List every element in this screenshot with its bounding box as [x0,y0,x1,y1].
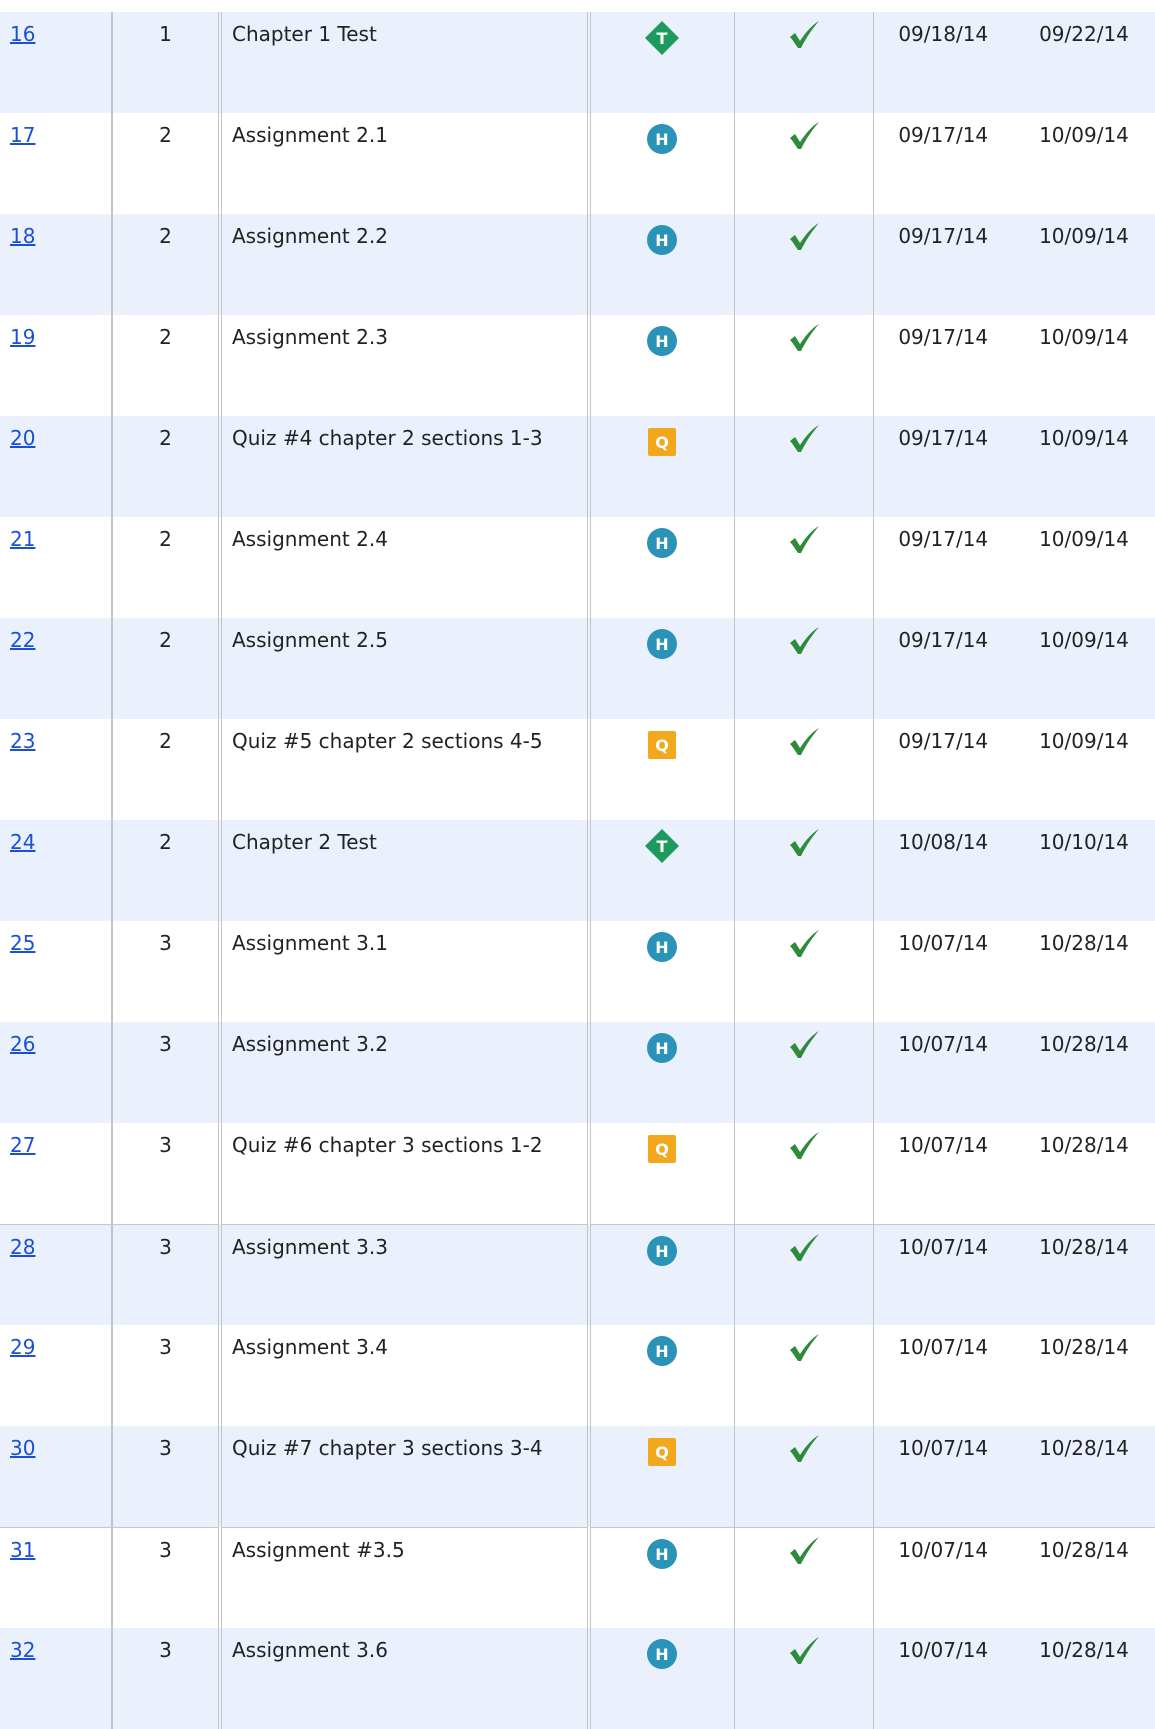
homework-circle-icon [644,626,680,670]
assignment-type-cell [589,1224,734,1325]
type-letter: T [656,29,668,48]
start-date: 10/07/14 [873,921,1013,1022]
checkmark-icon [787,839,821,863]
assignment-number-link[interactable]: 17 [10,123,36,147]
chapter-cell: 2 [112,214,220,315]
assignment-number-link[interactable]: 32 [10,1638,36,1662]
type-letter: H [655,130,669,149]
chapter-cell: 3 [112,1325,220,1426]
checkmark-icon [787,31,821,55]
due-date: 10/09/14 [1013,113,1155,214]
assignment-type-cell [589,416,734,517]
type-letter: H [655,231,669,250]
assignment-type-cell [589,113,734,214]
type-letter: H [655,1241,669,1261]
checkmark-icon [787,233,821,257]
assignment-row [0,820,1155,921]
quiz-square-icon [644,1131,680,1175]
status-cell [734,315,873,416]
quiz-square-icon [644,424,680,468]
assignment-number-cell [0,315,112,416]
assignment-number-link[interactable]: 26 [10,1032,36,1056]
assignment-type-cell [589,315,734,416]
assignment-row [0,113,1155,214]
assignment-number-cell [0,1527,112,1628]
type-letter: Q [655,736,670,755]
checkmark-icon [787,1647,821,1671]
assignment-row [0,416,1155,517]
chapter-cell: 3 [112,921,220,1022]
type-letter: H [655,534,669,553]
assignment-number-cell [0,214,112,315]
checkmark-icon [787,1041,821,1065]
due-date: 10/09/14 [1013,618,1155,719]
checkmark-icon [787,1142,821,1166]
assignment-type-cell [589,1426,734,1527]
assignment-number-link[interactable]: 19 [10,325,36,349]
due-date: 10/09/14 [1013,517,1155,618]
checkmark-icon [787,334,821,358]
assignment-name: Assignment 2.4 [220,517,589,618]
status-cell [734,1426,873,1527]
due-date: 10/09/14 [1013,315,1155,416]
assignment-number-cell [0,1628,112,1729]
assignment-number-cell [0,1123,112,1224]
start-date: 10/07/14 [873,1527,1013,1628]
status-cell [734,1325,873,1426]
assignment-number-link[interactable]: 29 [10,1335,36,1359]
status-cell [734,12,873,113]
chapter-cell: 3 [112,1123,220,1224]
assignment-name: Quiz #4 chapter 2 sections 1-3 [220,416,589,517]
homework-circle-icon [644,121,680,165]
type-letter: Q [655,433,670,452]
homework-circle-icon [644,1536,680,1580]
assignment-row [0,1628,1155,1729]
assignment-name: Assignment 2.5 [220,618,589,719]
due-date: 10/28/14 [1013,1224,1155,1325]
start-date: 10/07/14 [873,1022,1013,1123]
due-date: 10/10/14 [1013,820,1155,921]
due-date: 10/09/14 [1013,214,1155,315]
checkmark-icon [787,435,821,459]
chapter-cell: 2 [112,315,220,416]
assignment-number-cell [0,1426,112,1527]
assignment-type-cell [589,618,734,719]
start-date: 09/17/14 [873,517,1013,618]
assignment-type-cell [589,214,734,315]
assignment-number-link[interactable]: 27 [10,1133,36,1157]
status-cell [734,1527,873,1628]
chapter-cell: 3 [112,1224,220,1325]
due-date: 10/28/14 [1013,1325,1155,1426]
assignment-number-cell [0,719,112,820]
status-cell [734,618,873,719]
assignment-name: Assignment 3.2 [220,1022,589,1123]
chapter-cell: 3 [112,1022,220,1123]
start-date: 10/07/14 [873,1224,1013,1325]
status-cell [734,820,873,921]
chapter-cell: 2 [112,416,220,517]
assignment-name: Quiz #5 chapter 2 sections 4-5 [220,719,589,820]
assignment-number-link[interactable]: 25 [10,931,36,955]
assignment-number-link[interactable]: 24 [10,830,36,854]
assignment-name: Chapter 2 Test [220,820,589,921]
assignment-number-cell [0,113,112,214]
assignment-row [0,1527,1155,1628]
checkmark-icon [787,132,821,156]
start-date: 09/17/14 [873,416,1013,517]
status-cell [734,1123,873,1224]
due-date: 10/28/14 [1013,921,1155,1022]
type-letter: H [655,1645,669,1664]
start-date: 09/17/14 [873,315,1013,416]
chapter-cell: 3 [112,1426,220,1527]
type-letter: H [655,332,669,351]
assignment-name: Assignment 2.2 [220,214,589,315]
quiz-square-icon [644,727,680,771]
checkmark-icon [787,1445,821,1469]
start-date: 10/07/14 [873,1325,1013,1426]
homework-circle-icon [644,1333,680,1377]
quiz-square-icon [644,1434,680,1478]
assignment-number-cell [0,820,112,921]
assignment-type-cell [589,1123,734,1224]
assignment-type-cell [589,12,734,113]
assignment-number-cell [0,921,112,1022]
status-cell [734,416,873,517]
assignment-row [0,1224,1155,1325]
assignment-table [0,12,1155,1729]
checkmark-icon [787,1344,821,1368]
assignment-number-link[interactable]: 30 [10,1436,36,1460]
assignment-number-cell [0,12,112,113]
assignment-number-cell [0,1224,112,1325]
homework-circle-icon [644,525,680,569]
due-date: 09/22/14 [1013,12,1155,113]
chapter-cell: 2 [112,113,220,214]
assignment-number-link[interactable]: 31 [10,1537,36,1562]
checkmark-icon [787,738,821,762]
assignment-name: Assignment 3.1 [220,921,589,1022]
due-date: 10/28/14 [1013,1022,1155,1123]
start-date: 10/08/14 [873,820,1013,921]
assignment-name: Assignment 2.1 [220,113,589,214]
chapter-cell: 3 [112,1628,220,1729]
start-date: 09/18/14 [873,12,1013,113]
assignment-list [0,12,1155,1729]
chapter-cell: 1 [112,12,220,113]
type-letter: H [655,1039,669,1058]
start-date: 09/17/14 [873,214,1013,315]
homework-circle-icon [644,323,680,367]
status-cell [734,1628,873,1729]
assignment-row [0,214,1155,315]
assignment-name: Assignment 3.3 [220,1224,589,1325]
assignment-type-cell [589,517,734,618]
assignment-number-link[interactable]: 23 [10,729,36,753]
assignment-number-cell [0,416,112,517]
checkmark-icon [787,1244,821,1268]
start-date: 10/07/14 [873,1123,1013,1224]
assignment-number-cell [0,1022,112,1123]
start-date: 09/17/14 [873,618,1013,719]
type-letter: H [655,1544,669,1564]
assignment-number-link[interactable]: 28 [10,1234,36,1259]
checkmark-icon [787,637,821,661]
test-diamond-icon [644,828,680,872]
status-cell [734,1022,873,1123]
type-letter: H [655,635,669,654]
start-date: 10/07/14 [873,1628,1013,1729]
assignment-name: Assignment 2.3 [220,315,589,416]
homework-circle-icon [644,1636,680,1680]
assignment-number-link[interactable]: 22 [10,628,36,652]
status-cell [734,214,873,315]
type-letter: Q [655,1140,670,1159]
homework-circle-icon [644,1233,680,1277]
assignment-type-cell [589,1527,734,1628]
due-date: 10/28/14 [1013,1123,1155,1224]
assignment-name: Assignment #3.5 [220,1527,589,1628]
assignment-row [0,12,1155,113]
assignment-number-cell [0,517,112,618]
assignment-number-link[interactable]: 21 [10,527,36,551]
status-cell [734,719,873,820]
assignment-row [0,618,1155,719]
assignment-row [0,1325,1155,1426]
assignment-row [0,719,1155,820]
type-letter: H [655,938,669,957]
status-cell [734,113,873,214]
assignment-name: Chapter 1 Test [220,12,589,113]
due-date: 10/28/14 [1013,1527,1155,1628]
assignment-number-link[interactable]: 16 [10,22,36,46]
due-date: 10/28/14 [1013,1628,1155,1729]
start-date: 10/07/14 [873,1426,1013,1527]
assignment-number-cell [0,1325,112,1426]
test-diamond-icon [644,20,680,64]
chapter-cell: 3 [112,1527,220,1628]
homework-circle-icon [644,1030,680,1074]
assignment-row [0,517,1155,618]
checkmark-icon [787,536,821,560]
assignment-type-cell [589,820,734,921]
checkmark-icon [787,1547,821,1571]
chapter-cell: 2 [112,517,220,618]
assignment-row [0,1123,1155,1224]
status-cell [734,1224,873,1325]
start-date: 09/17/14 [873,719,1013,820]
assignment-number-link[interactable]: 20 [10,426,36,450]
type-letter: T [656,837,668,856]
chapter-cell: 2 [112,618,220,719]
due-date: 10/09/14 [1013,416,1155,517]
homework-circle-icon [644,222,680,266]
assignment-row [0,921,1155,1022]
homework-circle-icon [644,929,680,973]
assignment-row [0,1426,1155,1527]
start-date: 09/17/14 [873,113,1013,214]
assignment-name: Quiz #7 chapter 3 sections 3-4 [220,1426,589,1527]
due-date: 10/09/14 [1013,719,1155,820]
checkmark-icon [787,940,821,964]
assignment-type-cell [589,921,734,1022]
assignment-name: Assignment 3.4 [220,1325,589,1426]
due-date: 10/28/14 [1013,1426,1155,1527]
assignment-name: Assignment 3.6 [220,1628,589,1729]
assignment-number-cell [0,618,112,719]
assignment-type-cell [589,1022,734,1123]
type-letter: Q [655,1443,670,1462]
assignment-row [0,315,1155,416]
assignment-type-cell [589,1325,734,1426]
status-cell [734,517,873,618]
assignment-name: Quiz #6 chapter 3 sections 1-2 [220,1123,589,1224]
chapter-cell: 2 [112,820,220,921]
status-cell [734,921,873,1022]
assignment-row [0,1022,1155,1123]
assignment-type-cell [589,1628,734,1729]
assignment-type-cell [589,719,734,820]
type-letter: H [655,1342,669,1361]
assignment-rows [0,12,1155,1729]
chapter-cell: 2 [112,719,220,820]
assignment-number-link[interactable]: 18 [10,224,36,248]
